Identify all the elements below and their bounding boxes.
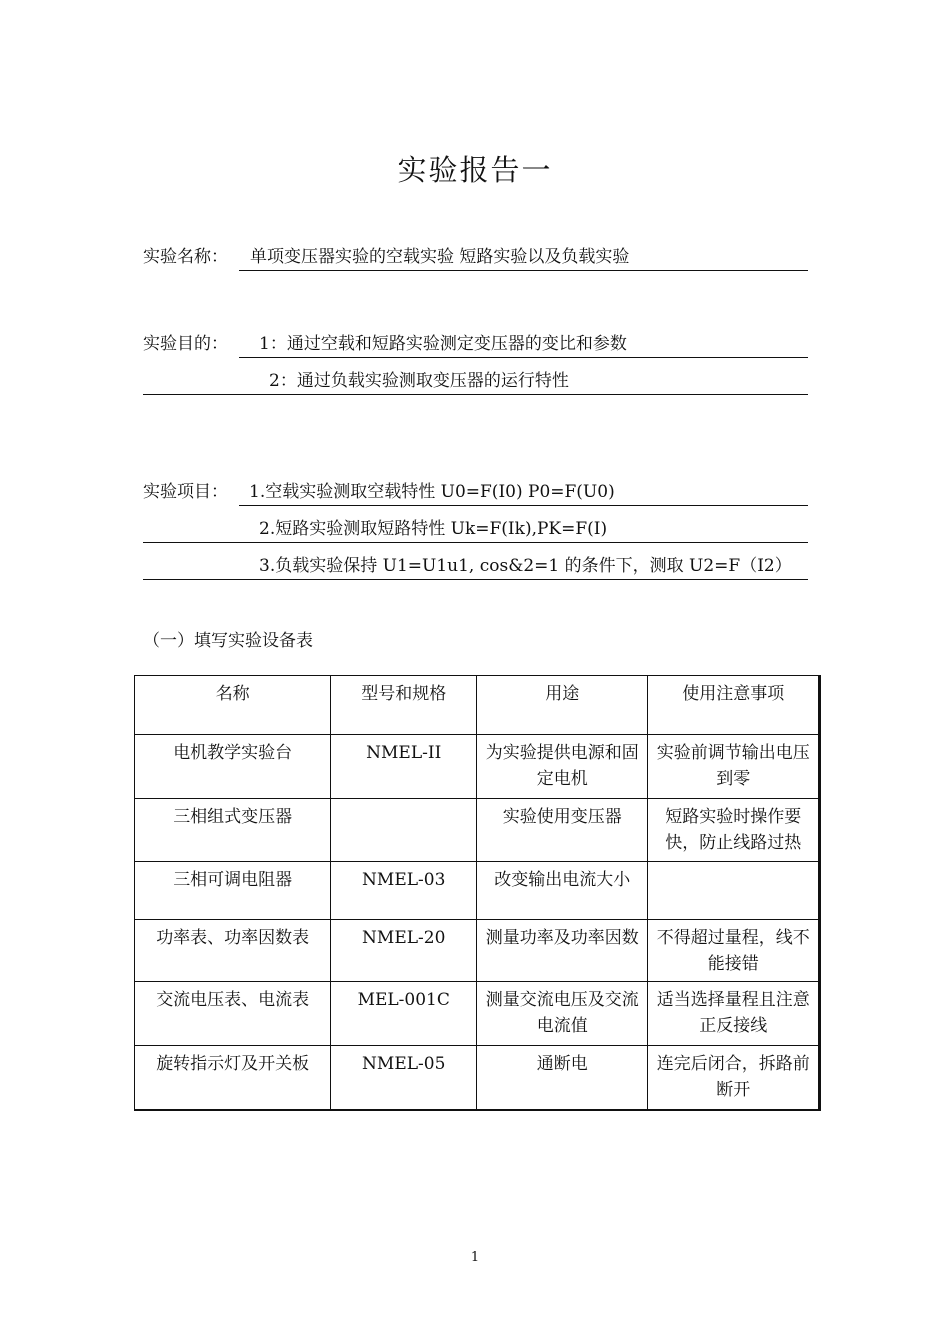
table-cell: 短路实验时操作要快，防止线路过热: [648, 799, 820, 862]
experiment-purpose-label: 实验目的：: [143, 334, 228, 354]
table-cell: 功率表、功率因数表: [135, 920, 331, 982]
experiment-purpose-field: [143, 321, 808, 395]
page-title: 实验报告一: [397, 153, 553, 187]
table-cell: NMEL-03: [331, 862, 477, 920]
table-cell: 测量交流电压及交流电流值: [477, 982, 648, 1046]
table-cell: 为实验提供电源和固定电机: [477, 735, 648, 799]
items-line-3: 3.负载实验保持 U1=U1u1, cos&2=1 的条件下，测取 U2=F（I2）: [259, 556, 792, 576]
table-cell: [648, 862, 820, 920]
table-cell: 通断电: [477, 1046, 648, 1110]
header-cell: 使用注意事项: [648, 676, 820, 735]
table-cell: 测量功率及功率因数: [477, 920, 648, 982]
header-cell: 名称: [135, 676, 331, 735]
items-line-2: 2.短路实验测取短路特性 Uk=F(Ik),PK=F(I): [259, 519, 608, 539]
table-cell: 不得超过量程，线不能接错: [648, 920, 820, 982]
table-cell: 实验前调节输出电压到零: [648, 735, 820, 799]
table-row: [135, 982, 820, 1046]
table-row: [135, 1046, 820, 1110]
purpose-line-1: 1：通过空载和短路实验测定变压器的变比和参数: [259, 334, 627, 354]
table-cell: NMEL-II: [331, 735, 477, 799]
table-row: [135, 799, 820, 862]
table-cell: 交流电压表、电流表: [135, 982, 331, 1046]
table-cell: NMEL-05: [331, 1046, 477, 1110]
table-cell: MEL-001C: [331, 982, 477, 1046]
experiment-name-value: 单项变压器实验的空载实验 短路实验以及负载实验: [250, 247, 630, 267]
table-cell: 适当选择量程且注意正反接线: [648, 982, 820, 1046]
table-cell: 实验使用变压器: [477, 799, 648, 862]
table-row: [135, 920, 820, 982]
purpose-line-2: 2：通过负载实验测取变压器的运行特性: [269, 371, 569, 391]
table-row: [135, 862, 820, 920]
table-cell: NMEL-20: [331, 920, 477, 982]
underline: [239, 270, 808, 272]
experiment-items-field: [143, 469, 808, 580]
table-cell: 改变输出电流大小: [477, 862, 648, 920]
table-cell: 旋转指示灯及开关板: [135, 1046, 331, 1110]
table-cell: 电机教学实验台: [135, 735, 331, 799]
table-header-row: [135, 676, 820, 735]
underline: [143, 394, 808, 396]
table-row: [135, 735, 820, 799]
experiment-name-field: [143, 234, 808, 271]
experiment-name-label: 实验名称：: [143, 247, 228, 267]
table-cell: 三相可调电阻器: [135, 862, 331, 920]
header-cell: 用途: [477, 676, 648, 735]
equipment-table: [134, 675, 821, 1111]
section-title: （一）填写实验设备表: [143, 631, 313, 651]
table-cell: [331, 799, 477, 862]
header-cell: 型号和规格: [331, 676, 477, 735]
page-number: 1: [470, 1250, 480, 1265]
table-cell: 三相组式变压器: [135, 799, 331, 862]
underline: [143, 579, 808, 581]
experiment-items-label: 实验项目：: [143, 482, 228, 502]
items-line-1: 1.空载实验测取空载特性 U0=F(I0) P0=F(U0): [249, 482, 615, 502]
table-cell: 连完后闭合，拆路前断开: [648, 1046, 820, 1110]
